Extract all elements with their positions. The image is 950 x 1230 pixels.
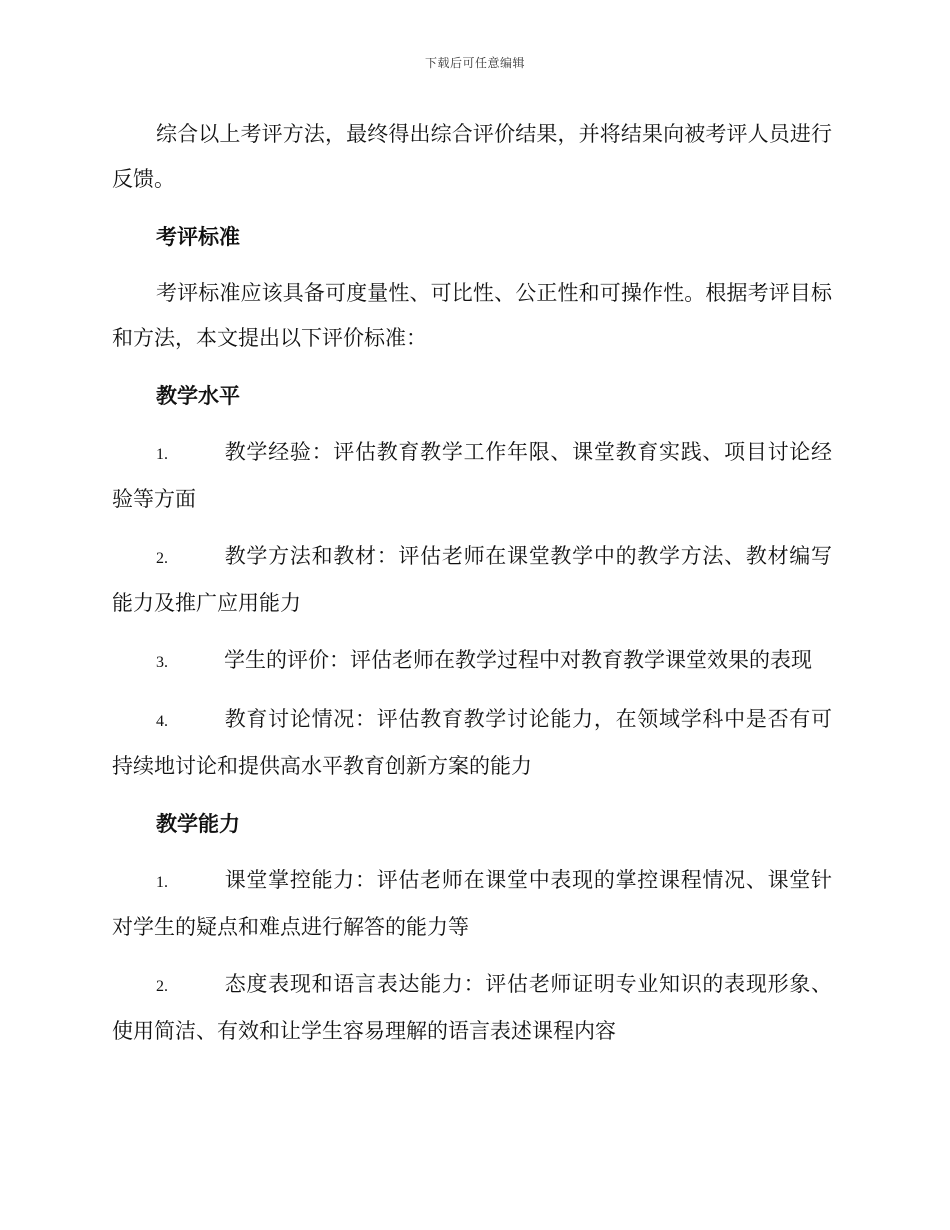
heading-teaching-ability: 教学能力 [156,811,240,836]
list-item-text: 教育讨论情况：评估教育教学讨论能力，在领域学科中是否有可持续地讨论和提供高水平教育创新方案的能力 [112,707,832,778]
list-item-text: 学生的评价：评估老师在教学过程中对教育教学课堂效果的表现 [224,648,812,672]
heading-teaching-level: 教学水平 [156,383,240,408]
list-item-text: 课堂掌控能力：评估老师在课堂中表现的掌控课程情况、课堂针对学生的疑点和难点进行解答的能力等 [112,868,832,939]
standard-description-paragraph: 考评标准应该具备可度量性、可比性、公正性和可操作性。根据考评目标和方法，本文提出以下评价标准： [112,281,832,350]
list-item-number: 1. [156,446,168,463]
list-item [112,534,832,626]
heading-standard: 考评标准 [156,224,240,249]
list-item [112,697,832,789]
list-item [112,430,832,522]
list-item [112,858,832,950]
list-item-number: 3. [156,654,168,671]
list-item-number: 4. [156,713,168,730]
list-item-number: 2. [156,550,168,567]
list-item-number: 2. [156,978,168,995]
list-item-number: 1. [156,874,168,891]
list-item-text: 教学经验：评估教育教学工作年限、课堂教育实践、项目讨论经验等方面 [112,440,832,511]
intro-paragraph: 综合以上考评方法，最终得出综合评价结果，并将结果向被考评人员进行反馈。 [112,122,832,191]
list-item [112,638,832,685]
list-item-text: 态度表现和语言表达能力：评估老师证明专业知识的表现形象、使用简洁、有效和让学生容易理解的语言表述课程内容 [112,972,832,1043]
list-item [112,962,832,1054]
list-item-text: 教学方法和教材：评估老师在课堂教学中的教学方法、教材编写能力及推广应用能力 [112,544,832,615]
document-body [112,112,832,1054]
page-header: 下载后可任意编辑 [424,56,525,70]
